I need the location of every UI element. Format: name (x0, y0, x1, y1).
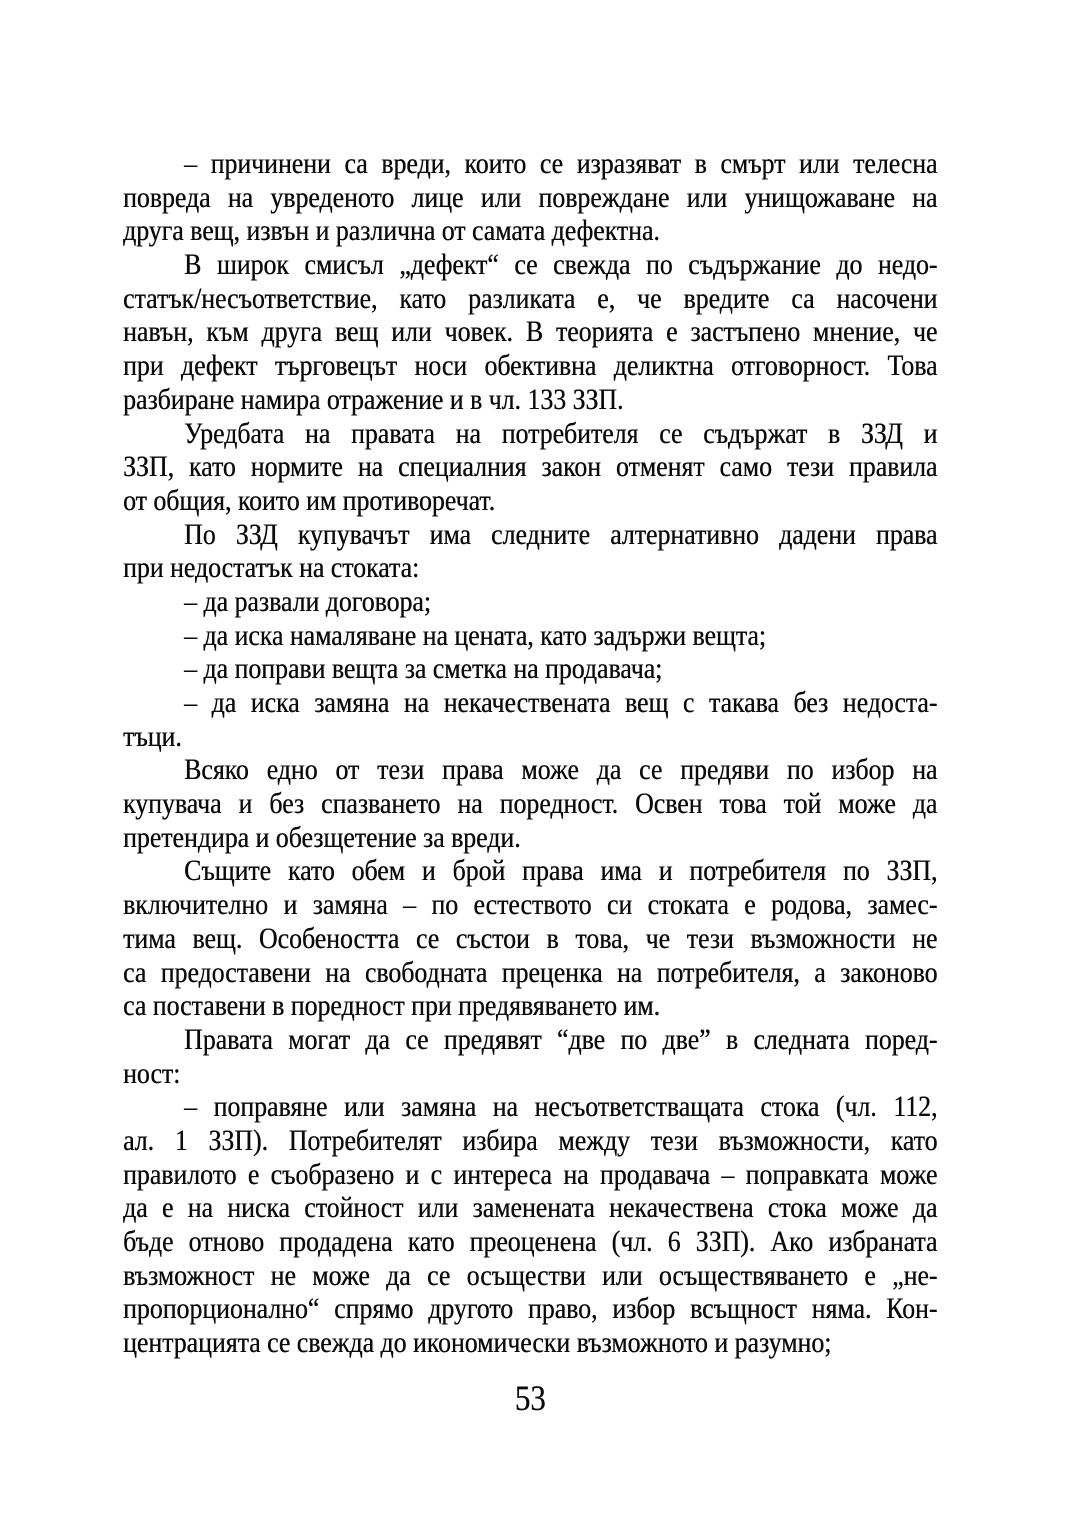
word: Същите (184, 854, 272, 888)
word: че (645, 921, 670, 955)
word: купувача (123, 787, 222, 821)
word: пропорционално“ (123, 1292, 320, 1326)
word: поред- (864, 1022, 938, 1056)
word: и (658, 854, 673, 888)
text-line (123, 248, 937, 282)
word: се (659, 416, 683, 450)
word: или (417, 1191, 459, 1225)
word: като (890, 1123, 938, 1157)
text-line (123, 753, 937, 787)
word: вещ (624, 686, 669, 719)
text-line: – да поправи вещта за сметка на продавача; (184, 652, 663, 686)
word: са (123, 955, 147, 989)
word: се (539, 147, 563, 180)
word: човек. (444, 315, 513, 349)
word: правила (848, 450, 938, 484)
word: повреждане (538, 180, 670, 214)
word: и (421, 854, 436, 888)
paragraph (123, 1023, 937, 1090)
word: няма. (811, 1292, 872, 1326)
word: включително (123, 888, 268, 922)
word: В (184, 248, 202, 282)
word: следните (491, 517, 590, 551)
word: да (365, 1022, 390, 1056)
word: по (645, 248, 673, 282)
word: е (161, 1191, 174, 1225)
word: потребителя (501, 416, 639, 450)
word: широк (216, 248, 289, 282)
word: по (842, 854, 870, 888)
word: на (912, 180, 938, 214)
word: се (426, 1258, 451, 1292)
word: замяна (312, 888, 388, 922)
word: може (879, 1157, 938, 1191)
word: без (793, 686, 829, 719)
word: По (184, 517, 216, 551)
word: той (783, 787, 822, 821)
word: а (814, 955, 826, 989)
text-line: при недостатък на стоката: (123, 551, 420, 585)
text-line (123, 1191, 937, 1225)
word: е, (597, 281, 616, 315)
paragraph (123, 585, 937, 619)
text-line (123, 1259, 937, 1293)
word: потребителя (689, 854, 827, 888)
word: Всяко (184, 753, 249, 787)
word: 6 (667, 1225, 681, 1258)
word: по (431, 888, 459, 922)
word: Освен (635, 787, 703, 821)
word: на (492, 1090, 518, 1124)
word: в (725, 1022, 739, 1056)
word: спазването (321, 787, 441, 821)
word: или (601, 1258, 643, 1292)
word: отговорност. (730, 349, 871, 383)
word: разликата (468, 281, 576, 315)
word: и (238, 787, 253, 821)
text-line (123, 1090, 937, 1124)
word: е (744, 888, 756, 922)
word: В (525, 315, 543, 349)
word: не (270, 1258, 296, 1292)
word: Особеността (258, 921, 400, 955)
text-line (123, 686, 937, 720)
word: – (184, 686, 197, 719)
word: или (343, 1090, 385, 1124)
word: Потребителят (288, 1123, 442, 1157)
word: се (415, 921, 440, 955)
word: „дефект“ (399, 248, 499, 282)
word: естеството (473, 888, 592, 922)
text-line (123, 518, 937, 552)
text-line (123, 922, 937, 956)
word: ниска (227, 1191, 290, 1225)
word: между (558, 1123, 630, 1157)
word: друга (261, 315, 323, 349)
word: осъществи (466, 1258, 586, 1292)
word: насочени (836, 281, 938, 315)
word: избор (612, 1292, 676, 1326)
word: смисъл (304, 248, 384, 282)
word: замяна (400, 1090, 477, 1124)
word: потребителя, (656, 955, 800, 989)
word: да (596, 753, 622, 787)
word: на (455, 416, 481, 450)
word: носи (414, 349, 468, 383)
word: да (386, 1258, 411, 1292)
word: на (187, 1191, 213, 1225)
word: ал. (123, 1123, 155, 1157)
word: Ако (770, 1225, 814, 1258)
word: права (875, 517, 938, 551)
word: мнение, (812, 315, 900, 349)
word: са (791, 281, 815, 315)
paragraph (123, 518, 937, 585)
word: ЗЗП). (208, 1123, 268, 1157)
word: по (620, 1022, 648, 1056)
word: иска (250, 686, 300, 719)
word: следната (753, 1022, 850, 1056)
word: на (403, 686, 430, 719)
word: към (206, 315, 249, 349)
word: родова, (771, 888, 852, 922)
word: замес- (867, 888, 938, 922)
word: предяви (680, 753, 769, 787)
paragraph (123, 1090, 937, 1360)
word: избира (462, 1123, 538, 1157)
word: отново (188, 1225, 265, 1258)
word: поправяне (213, 1090, 328, 1124)
word: (чл. (611, 1225, 653, 1258)
word: като (287, 854, 335, 888)
word: навън, (123, 315, 194, 349)
word: алтернативно (610, 517, 759, 551)
text-line (123, 450, 937, 484)
word: деликтна (613, 349, 714, 383)
paragraph (123, 854, 937, 1022)
word: 112, (893, 1090, 938, 1124)
word: че (912, 315, 938, 349)
text-line (123, 417, 937, 451)
text-line (123, 1124, 937, 1158)
word: спрямо (334, 1292, 414, 1326)
word: замяна (314, 686, 390, 719)
paragraph (123, 619, 937, 653)
word: възможности, (718, 1123, 870, 1157)
word: Това (887, 349, 938, 383)
text-line (123, 349, 937, 383)
word: ЗЗП, (123, 450, 174, 484)
word: унищожаване (744, 180, 895, 214)
word: свежда (553, 248, 631, 282)
word: могат (288, 1022, 350, 1056)
word: стока (760, 1090, 820, 1124)
text-line (123, 1225, 937, 1259)
word: на (325, 955, 351, 989)
word: има (600, 854, 642, 888)
word: това, (575, 921, 629, 955)
word: дадени (778, 517, 856, 551)
text-line (123, 888, 937, 922)
word: – (403, 888, 416, 922)
text-line (123, 854, 937, 888)
word: осъществяването (658, 1258, 848, 1292)
word: е (864, 1258, 876, 1292)
word: и (923, 416, 938, 450)
text-line: центрацията се свежда до икономически възможното и разумно; (123, 1326, 832, 1360)
word: поредност. (499, 787, 619, 821)
word: повреда (123, 180, 211, 214)
word: съдържание (688, 248, 821, 282)
word: правилото (123, 1157, 237, 1191)
word: “две (556, 1022, 606, 1056)
word: вещ (334, 315, 379, 349)
word: може (312, 1258, 370, 1292)
word: или (798, 147, 840, 180)
word: това (719, 787, 767, 821)
word: права (441, 753, 504, 787)
word: купувачът (297, 517, 410, 551)
word: или (686, 180, 728, 214)
word: продавача (599, 1157, 710, 1191)
word: че (637, 281, 662, 315)
word: на (616, 955, 643, 989)
word: до (836, 248, 863, 282)
word: или (391, 315, 432, 349)
word: е (247, 1157, 260, 1191)
word: дефект (180, 349, 258, 383)
text-line: са поставени в поредност при предявяването им. (123, 989, 660, 1023)
paragraph (123, 686, 937, 753)
word: на (227, 180, 254, 214)
word: преценка (501, 955, 603, 989)
word: на (304, 416, 331, 450)
word: е (665, 315, 678, 349)
word: да (912, 1191, 938, 1225)
word: да (211, 686, 237, 719)
word: които (464, 147, 527, 180)
word: се (514, 248, 538, 282)
text-line: друга вещ, извън и различна от самата дефектна. (123, 214, 660, 248)
word: закон (541, 450, 601, 484)
word: отменят (615, 450, 705, 484)
word: ЗЗП). (695, 1225, 756, 1258)
word: „не- (892, 1258, 938, 1292)
word: и (405, 1157, 420, 1191)
word: като (188, 450, 236, 484)
word: тези (377, 753, 425, 787)
word: брой (452, 854, 506, 888)
word: предоставени (160, 955, 311, 989)
word: възможност (123, 1258, 255, 1292)
paragraph (123, 652, 937, 686)
word: само (719, 450, 772, 484)
word: и (283, 888, 298, 922)
word: се (405, 1022, 429, 1056)
word: на (457, 787, 483, 821)
word: продадена (279, 1225, 393, 1258)
word: има (429, 517, 471, 551)
word: – (184, 1090, 197, 1124)
text-line (123, 1292, 937, 1326)
word: всъщност (689, 1292, 797, 1326)
page-number: 53 (514, 1378, 546, 1418)
word: като (399, 281, 447, 315)
word: тези (650, 1123, 698, 1157)
text-line: тъци. (123, 719, 182, 753)
word: свободната (364, 955, 488, 989)
word: в (827, 416, 841, 450)
word: избор (831, 753, 895, 787)
word: си (606, 888, 633, 922)
word: – (184, 147, 197, 180)
word: предявят (443, 1022, 542, 1056)
word: несъответстващата (534, 1090, 744, 1124)
word: без (269, 787, 305, 821)
word: може (840, 1191, 899, 1225)
text-line (123, 282, 937, 316)
word: по (786, 753, 814, 787)
word: некачествена (609, 1191, 754, 1225)
text-line (123, 181, 937, 215)
word: избраната (828, 1225, 938, 1258)
word: не (912, 921, 938, 955)
word: обем (351, 854, 405, 888)
word: – (721, 1157, 735, 1191)
word: две” (662, 1022, 711, 1056)
word: специалния (397, 450, 527, 484)
word: телесна (853, 147, 938, 180)
text-line (123, 787, 937, 821)
word: да (123, 1191, 148, 1225)
word: ЗЗД (235, 517, 278, 551)
text-line: разбиране намира отражение и в чл. 133 ЗЗП. (123, 382, 624, 416)
word: ЗЗД (860, 416, 903, 450)
text-line (123, 147, 937, 181)
word: вещ. (192, 921, 243, 955)
word: стойност (304, 1191, 404, 1225)
body-text-block (123, 147, 937, 1360)
word: увреденото (270, 180, 395, 214)
word: статък/несъответствие, (123, 281, 378, 315)
word: в (546, 921, 559, 955)
word: тима (123, 921, 176, 955)
text-line (123, 956, 937, 990)
word: другото (428, 1292, 514, 1326)
word: бъде (123, 1225, 174, 1258)
text-line: претендира и обезщетение за вреди. (123, 820, 521, 854)
text-line: ност: (123, 1056, 181, 1090)
word: правата (350, 416, 435, 450)
text-line: от общия, които им противоречат. (123, 483, 496, 517)
word: или (480, 180, 522, 214)
word: вреди, (381, 147, 451, 180)
word: с (682, 686, 695, 719)
word: теорията (555, 315, 654, 349)
paragraph (123, 753, 937, 854)
word: смърт (720, 147, 786, 180)
word: Уредбата (184, 416, 285, 450)
word: ЗЗП, (886, 854, 938, 888)
word: тези (686, 921, 734, 955)
word: заменената (472, 1191, 595, 1225)
word: са (344, 147, 368, 180)
word: търговецът (274, 349, 398, 383)
word: поправката (745, 1157, 869, 1191)
word: недо- (877, 248, 938, 282)
word: стоката (647, 888, 729, 922)
word: лице (411, 180, 464, 214)
word: едно (266, 753, 318, 787)
word: права (522, 854, 584, 888)
word: некачествената (443, 686, 611, 719)
word: съобразено (270, 1157, 395, 1191)
word: причинени (210, 147, 331, 180)
word: стока (767, 1191, 827, 1225)
word: (чл. (835, 1090, 877, 1124)
word: право, (527, 1292, 598, 1326)
word: на (357, 450, 384, 484)
text-line (123, 1023, 937, 1057)
paragraph (123, 417, 937, 518)
word: може (521, 753, 579, 787)
word: възможности (750, 921, 896, 955)
word: може (838, 787, 896, 821)
word: изразяват (576, 147, 681, 180)
word: на (912, 753, 938, 787)
word: при (123, 349, 164, 383)
text-line (123, 1158, 937, 1192)
word: като (407, 1225, 455, 1258)
word: с (430, 1157, 443, 1191)
word: се (639, 753, 663, 787)
word: да (912, 787, 938, 821)
word: в (694, 147, 707, 180)
word: съдържат (703, 416, 808, 450)
word: нормите (250, 450, 343, 484)
word: тези (786, 450, 834, 484)
word: обективна (484, 349, 597, 383)
word: 1 (174, 1123, 188, 1157)
word: Правата (184, 1022, 273, 1056)
text-line (123, 315, 937, 349)
text-line: – да иска намаляване на цената, като задържи вещта; (184, 618, 766, 652)
paragraph (123, 248, 937, 416)
word: недоста- (842, 686, 938, 719)
word: състои (455, 921, 530, 955)
word: интереса (453, 1157, 552, 1191)
word: застъпено (690, 315, 801, 349)
word: на (563, 1157, 589, 1191)
word: такава (708, 686, 779, 719)
text-line: – да развали договора; (184, 584, 431, 618)
word: вредите (683, 281, 770, 315)
word: от (335, 753, 360, 787)
word: законово (840, 955, 938, 989)
word: преоценена (469, 1225, 597, 1258)
word: Кон- (886, 1292, 938, 1326)
paragraph (123, 147, 937, 248)
